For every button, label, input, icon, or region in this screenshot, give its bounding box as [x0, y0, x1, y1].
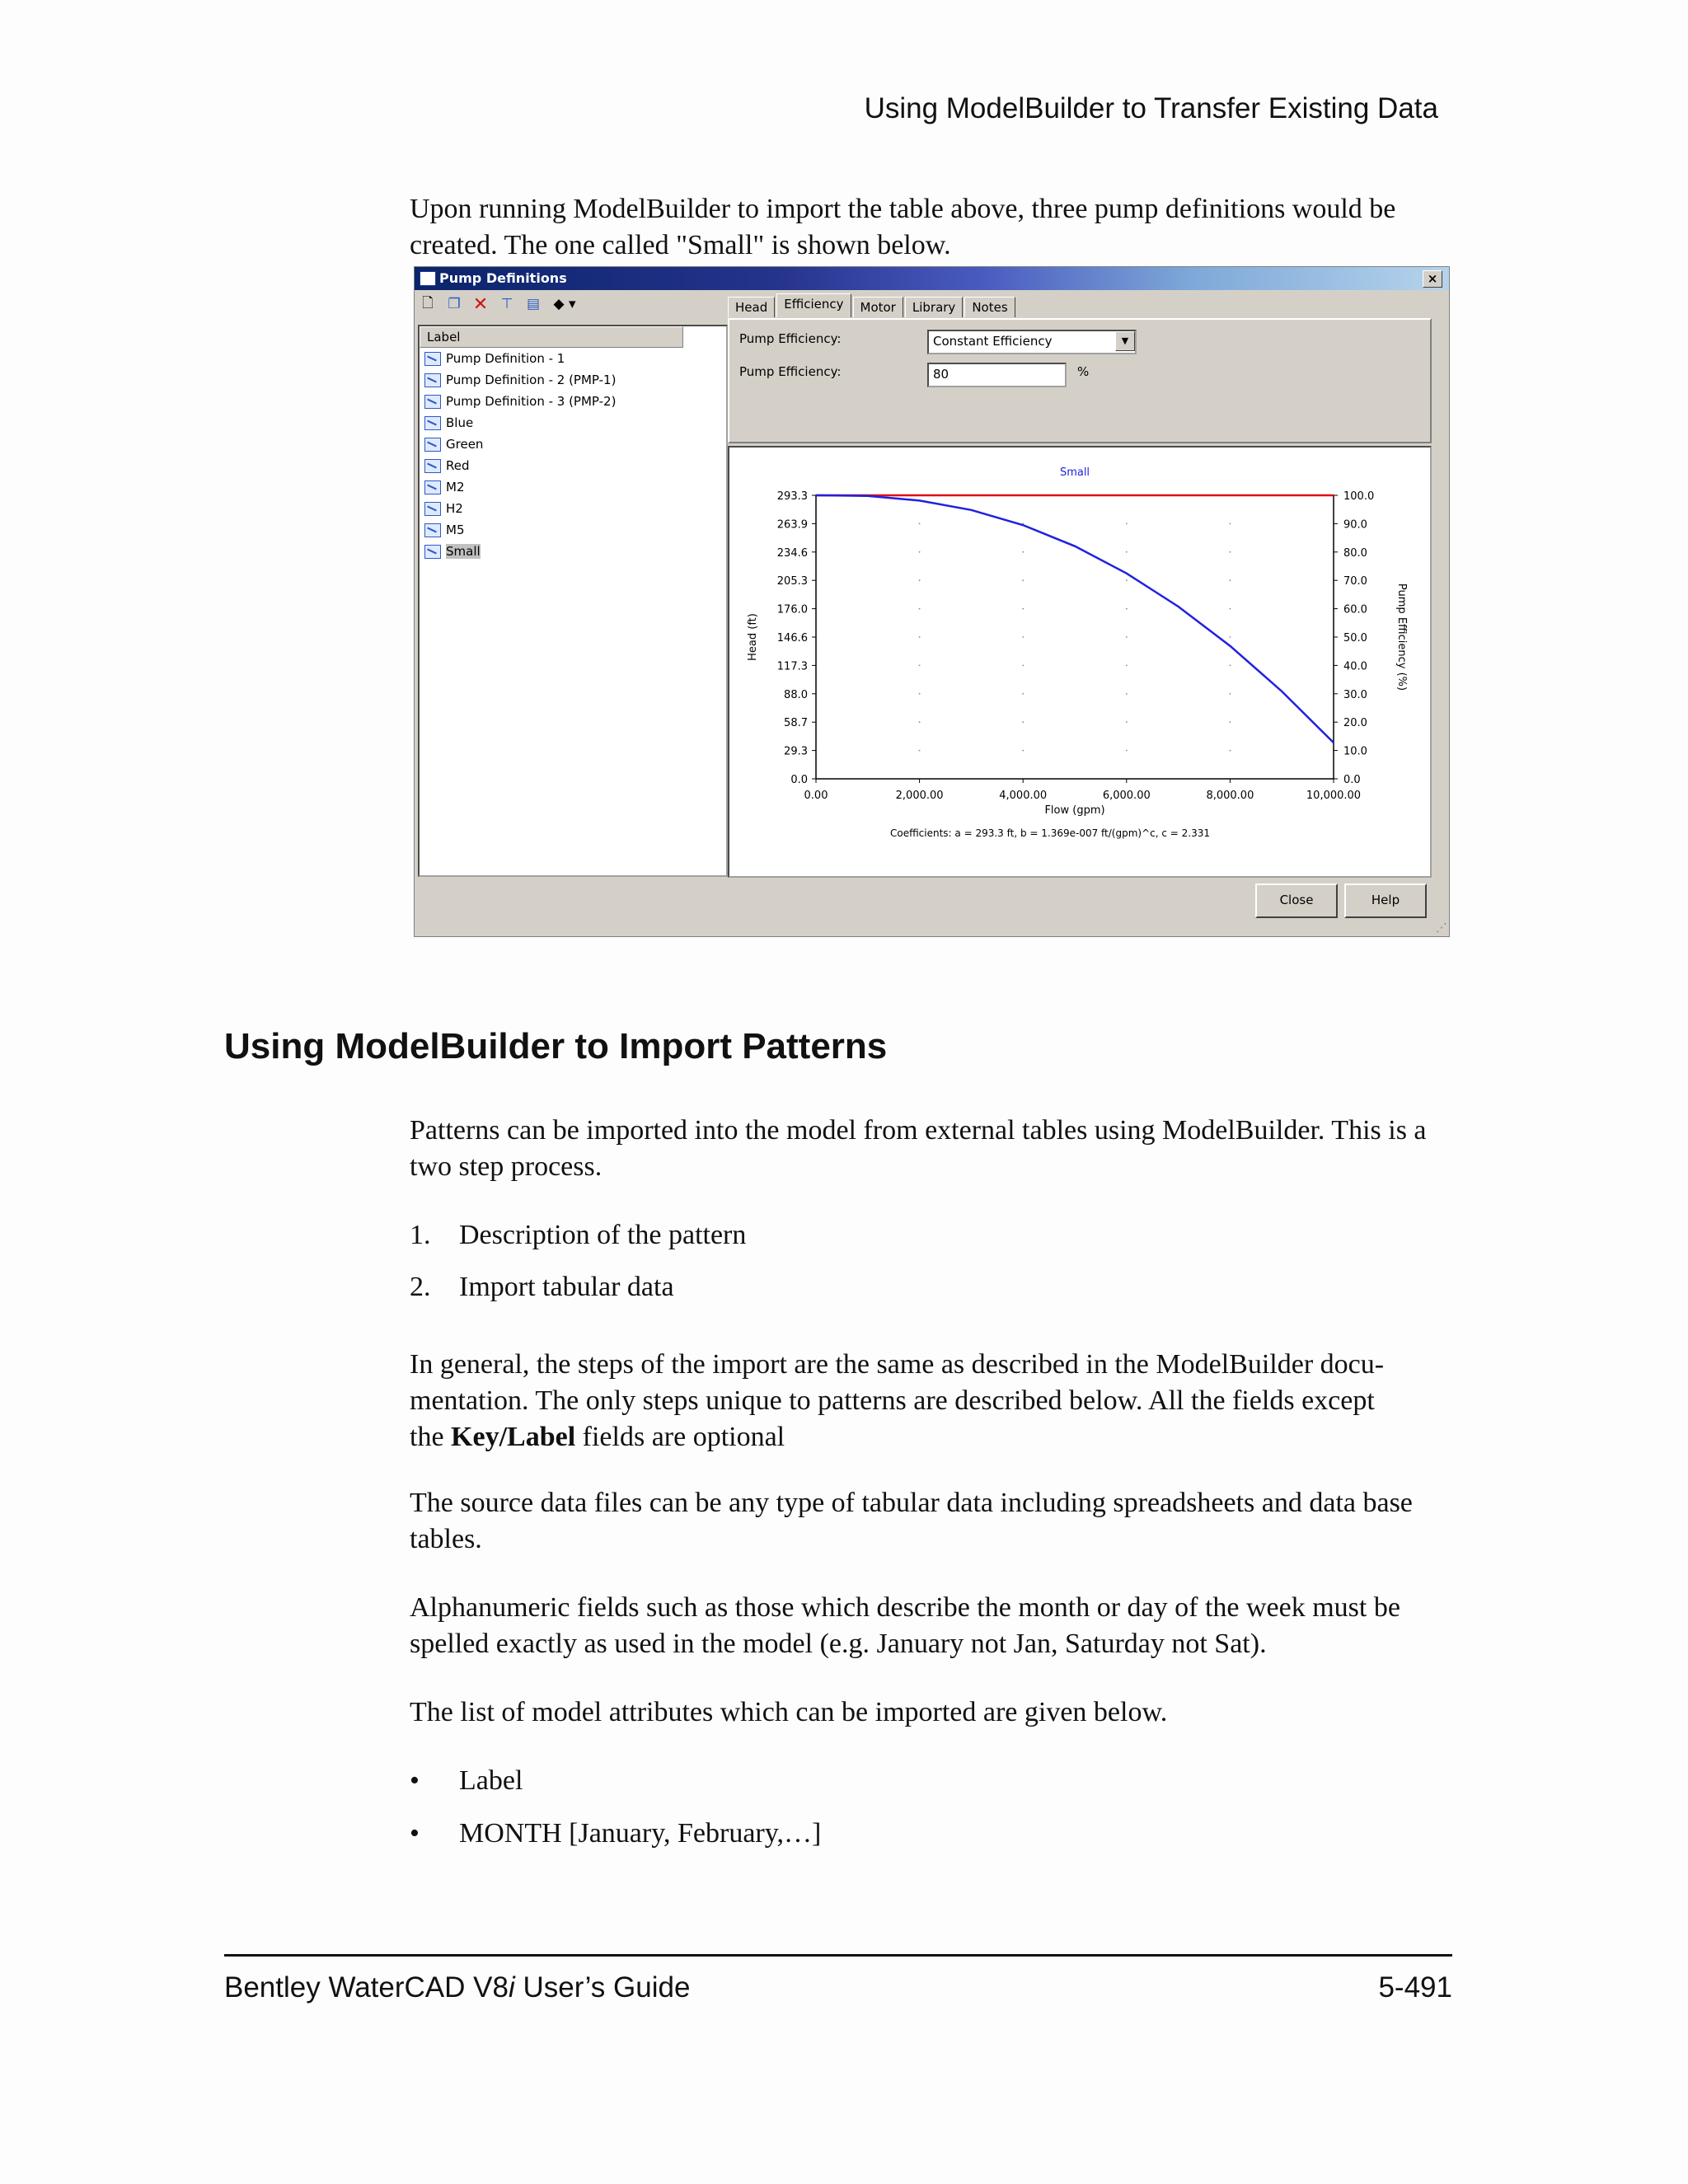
y2-axis-label: Pump Efficiency (%) — [1395, 583, 1408, 691]
list-item[interactable] — [420, 541, 726, 562]
bullet-item: • MONTH [January, February,…] — [410, 1818, 822, 1849]
pump-curve-icon — [424, 480, 441, 494]
dialog-toolbar — [418, 293, 579, 315]
grid-dot — [1022, 665, 1024, 667]
new-icon[interactable]: 🗋 — [422, 294, 434, 312]
grid-dot — [1230, 721, 1231, 723]
list-item-label: H2 — [446, 501, 463, 516]
grid-dot — [1022, 608, 1024, 610]
x-tick-label: 10,000.00 — [1306, 790, 1362, 802]
pump-curve-icon — [424, 395, 441, 409]
pump-efficiency-type-value: Constant Efficiency — [933, 334, 1053, 349]
grid-dot — [919, 665, 921, 667]
grid-dot — [1230, 608, 1231, 610]
list-item-label: Pump Definition - 1 — [446, 351, 565, 366]
list-item[interactable] — [420, 519, 726, 541]
x-tick-label: 8,000.00 — [1206, 790, 1254, 802]
y2-tick-label: 70.0 — [1343, 575, 1367, 588]
y-tick-label: 88.0 — [784, 688, 808, 701]
pump-efficiency-type-label: Pump Efficiency: — [739, 331, 842, 346]
tab-efficiency[interactable]: Efficiency — [776, 293, 851, 317]
tab-notes[interactable]: Notes — [964, 297, 1015, 317]
footer-page-number: 5-491 — [1378, 1971, 1452, 2004]
list-item[interactable] — [420, 369, 726, 391]
pump-curve-icon — [424, 545, 441, 559]
footer-guide-title: Bentley WaterCAD V8i User’s Guide — [224, 1971, 691, 2004]
y-tick-label: 205.3 — [776, 575, 808, 588]
section-heading: Using ModelBuilder to Import Patterns — [224, 1026, 888, 1066]
grid-dot — [1126, 636, 1128, 638]
y-tick-label: 117.3 — [776, 660, 808, 673]
y2-tick-label: 10.0 — [1343, 745, 1367, 758]
list-item-label: M5 — [446, 523, 465, 537]
pump-curve-icon — [424, 523, 441, 537]
list-item-label: Pump Definition - 3 (PMP-2) — [446, 394, 617, 409]
pump-curve-chart-pane — [728, 446, 1432, 878]
resize-grip-icon[interactable]: ⋰ — [1436, 921, 1447, 935]
list-item-label: Small — [446, 544, 481, 559]
y2-tick-label: 40.0 — [1343, 660, 1367, 673]
y-tick-label: 29.3 — [784, 745, 808, 758]
grid-dot — [1022, 721, 1024, 723]
delete-icon[interactable]: ✕ — [472, 293, 489, 315]
grid-dot — [1126, 579, 1128, 581]
list-item-label: Red — [446, 458, 470, 473]
x-axis-label: Flow (gpm) — [1044, 804, 1105, 817]
y2-tick-label: 0.0 — [1343, 774, 1361, 786]
plot-area — [816, 495, 1334, 779]
general-paragraph: In general, the steps of the import are the same as described in the ModelBuilder docu- mentation. The only steps unique to patterns are described below. All the fields except the Key/Label fields are optional — [410, 1349, 1385, 1452]
report-icon[interactable]: ▤ — [526, 296, 541, 312]
pump-curve-icon — [424, 438, 441, 452]
dialog-close-x-button[interactable]: × — [1423, 270, 1442, 288]
grid-dot — [1126, 523, 1128, 525]
y2-tick-label: 60.0 — [1343, 603, 1367, 616]
chevron-down-icon[interactable]: ▼ — [1115, 331, 1135, 351]
pump-curve-chart — [729, 448, 1427, 873]
pump-efficiency-unit: % — [1077, 364, 1090, 379]
step-item: 1. Description of the pattern — [410, 1220, 747, 1250]
grid-dot — [1126, 665, 1128, 667]
efficiency-properties-panel — [728, 318, 1432, 443]
grid-dot — [919, 551, 921, 553]
pump-efficiency-type-select[interactable] — [927, 330, 1137, 354]
grid-dot — [1022, 750, 1024, 752]
grid-dot — [1022, 693, 1024, 695]
x-tick-label: 0.00 — [804, 790, 828, 802]
y2-tick-label: 100.0 — [1343, 490, 1375, 503]
list-item[interactable] — [420, 498, 726, 519]
y-tick-label: 293.3 — [776, 490, 808, 503]
y-tick-label: 176.0 — [776, 603, 808, 616]
grid-dot — [1230, 523, 1231, 525]
y-tick-label: 234.6 — [776, 546, 808, 560]
dialog-app-icon — [420, 271, 436, 286]
y-tick-label: 58.7 — [784, 717, 808, 730]
list-column-header[interactable]: Label — [420, 326, 683, 348]
grid-dot — [1230, 693, 1231, 695]
list-item[interactable] — [420, 476, 726, 498]
list-item[interactable] — [420, 391, 726, 412]
grid-dot — [919, 579, 921, 581]
grid-dot — [1230, 551, 1231, 553]
tab-motor[interactable]: Motor — [853, 297, 903, 317]
footer-rule — [224, 1954, 1452, 1957]
y-tick-label: 146.6 — [776, 632, 808, 644]
y-axis-label: Head (ft) — [747, 613, 759, 661]
pump-definition-list — [418, 325, 728, 877]
grid-dot — [919, 608, 921, 610]
pump-efficiency-input[interactable] — [927, 363, 1067, 387]
list-item[interactable] — [420, 434, 726, 455]
y2-tick-label: 50.0 — [1343, 632, 1367, 644]
list-item-label: Blue — [446, 415, 474, 430]
x-tick-label: 6,000.00 — [1102, 790, 1151, 802]
pump-curve-icon — [424, 352, 441, 366]
coefficients-note: Coefficients: a = 293.3 ft, b = 1.369e-007 ft/(gpm)^c, c = 2.331 — [889, 827, 1211, 839]
y-tick-label: 0.0 — [790, 774, 808, 786]
patterns-paragraph: Patterns can be imported into the model from external tables using ModelBuilder. This is a two step process. — [410, 1115, 1427, 1182]
list-item-label: M2 — [446, 480, 465, 494]
list-item-label: Pump Definition - 2 (PMP-1) — [446, 373, 617, 387]
key-label-term: Key/Label — [451, 1422, 576, 1452]
grid-dot — [1230, 665, 1231, 667]
grid-dot — [1230, 750, 1231, 752]
list-item[interactable] — [420, 348, 726, 369]
grid-dot — [1230, 636, 1231, 638]
y-tick-label: 263.9 — [776, 518, 808, 532]
list-item[interactable] — [420, 455, 726, 476]
y2-tick-label: 80.0 — [1343, 546, 1367, 560]
dialog-titlebar — [415, 267, 1449, 290]
grid-dot — [1126, 608, 1128, 610]
pump-definitions-dialog — [414, 266, 1450, 937]
y2-tick-label: 90.0 — [1343, 518, 1367, 532]
sync-icon[interactable]: ◆ ▾ — [553, 296, 576, 312]
bullet-item: • Label — [410, 1765, 523, 1796]
property-tabs — [728, 297, 1017, 318]
tab-library[interactable]: Library — [905, 297, 963, 317]
grid-dot — [1230, 579, 1231, 581]
list-item-label: Green — [446, 437, 484, 452]
pump-efficiency-label: Pump Efficiency: — [739, 364, 842, 379]
grid-dot — [919, 523, 921, 525]
pump-curve-icon — [424, 416, 441, 430]
grid-dot — [1126, 551, 1128, 553]
x-tick-label: 4,000.00 — [999, 790, 1048, 802]
x-tick-label: 2,000.00 — [895, 790, 944, 802]
grid-dot — [1126, 721, 1128, 723]
tab-head[interactable]: Head — [728, 297, 775, 317]
grid-dot — [919, 693, 921, 695]
pump-curve-icon — [424, 502, 441, 516]
grid-dot — [919, 750, 921, 752]
running-header: Using ModelBuilder to Transfer Existing Data — [864, 92, 1438, 124]
y2-tick-label: 20.0 — [1343, 717, 1367, 730]
source-files-paragraph: The source data files can be any type of tabular data including spreadsheets and data base tables. — [410, 1488, 1413, 1554]
pump-curve-icon — [424, 459, 441, 473]
grid-dot — [1022, 551, 1024, 553]
grid-dot — [919, 636, 921, 638]
grid-dot — [1126, 750, 1128, 752]
copy-icon[interactable]: ❐ — [448, 296, 461, 312]
grid-dot — [1022, 579, 1024, 581]
close-button[interactable]: Close — [1255, 883, 1338, 918]
grid-dot — [919, 721, 921, 723]
intro-paragraph: Upon running ModelBuilder to import the table above, three pump definitions would be created. The one called "Small" is shown below. — [410, 194, 1396, 260]
grid-dot — [1022, 636, 1024, 638]
rename-icon[interactable]: ⊤ — [500, 296, 513, 312]
chart-title: Small — [1059, 466, 1090, 479]
step-item: 2. Import tabular data — [410, 1272, 674, 1302]
grid-dot — [1126, 693, 1128, 695]
pump-efficiency-value: 80 — [933, 367, 950, 382]
y2-tick-label: 30.0 — [1343, 688, 1367, 701]
attributes-paragraph: The list of model attributes which can be imported are given below. — [410, 1697, 1168, 1727]
dialog-title: Pump Definitions — [439, 270, 567, 286]
alphanumeric-paragraph: Alphanumeric fields such as those which describe the month or day of the week must be spelled exactly as used in the model (e.g. January not Jan, Saturday not Sat). — [410, 1592, 1400, 1659]
list-item[interactable] — [420, 412, 726, 434]
help-button[interactable]: Help — [1344, 883, 1427, 918]
pump-curve-icon — [424, 373, 441, 387]
